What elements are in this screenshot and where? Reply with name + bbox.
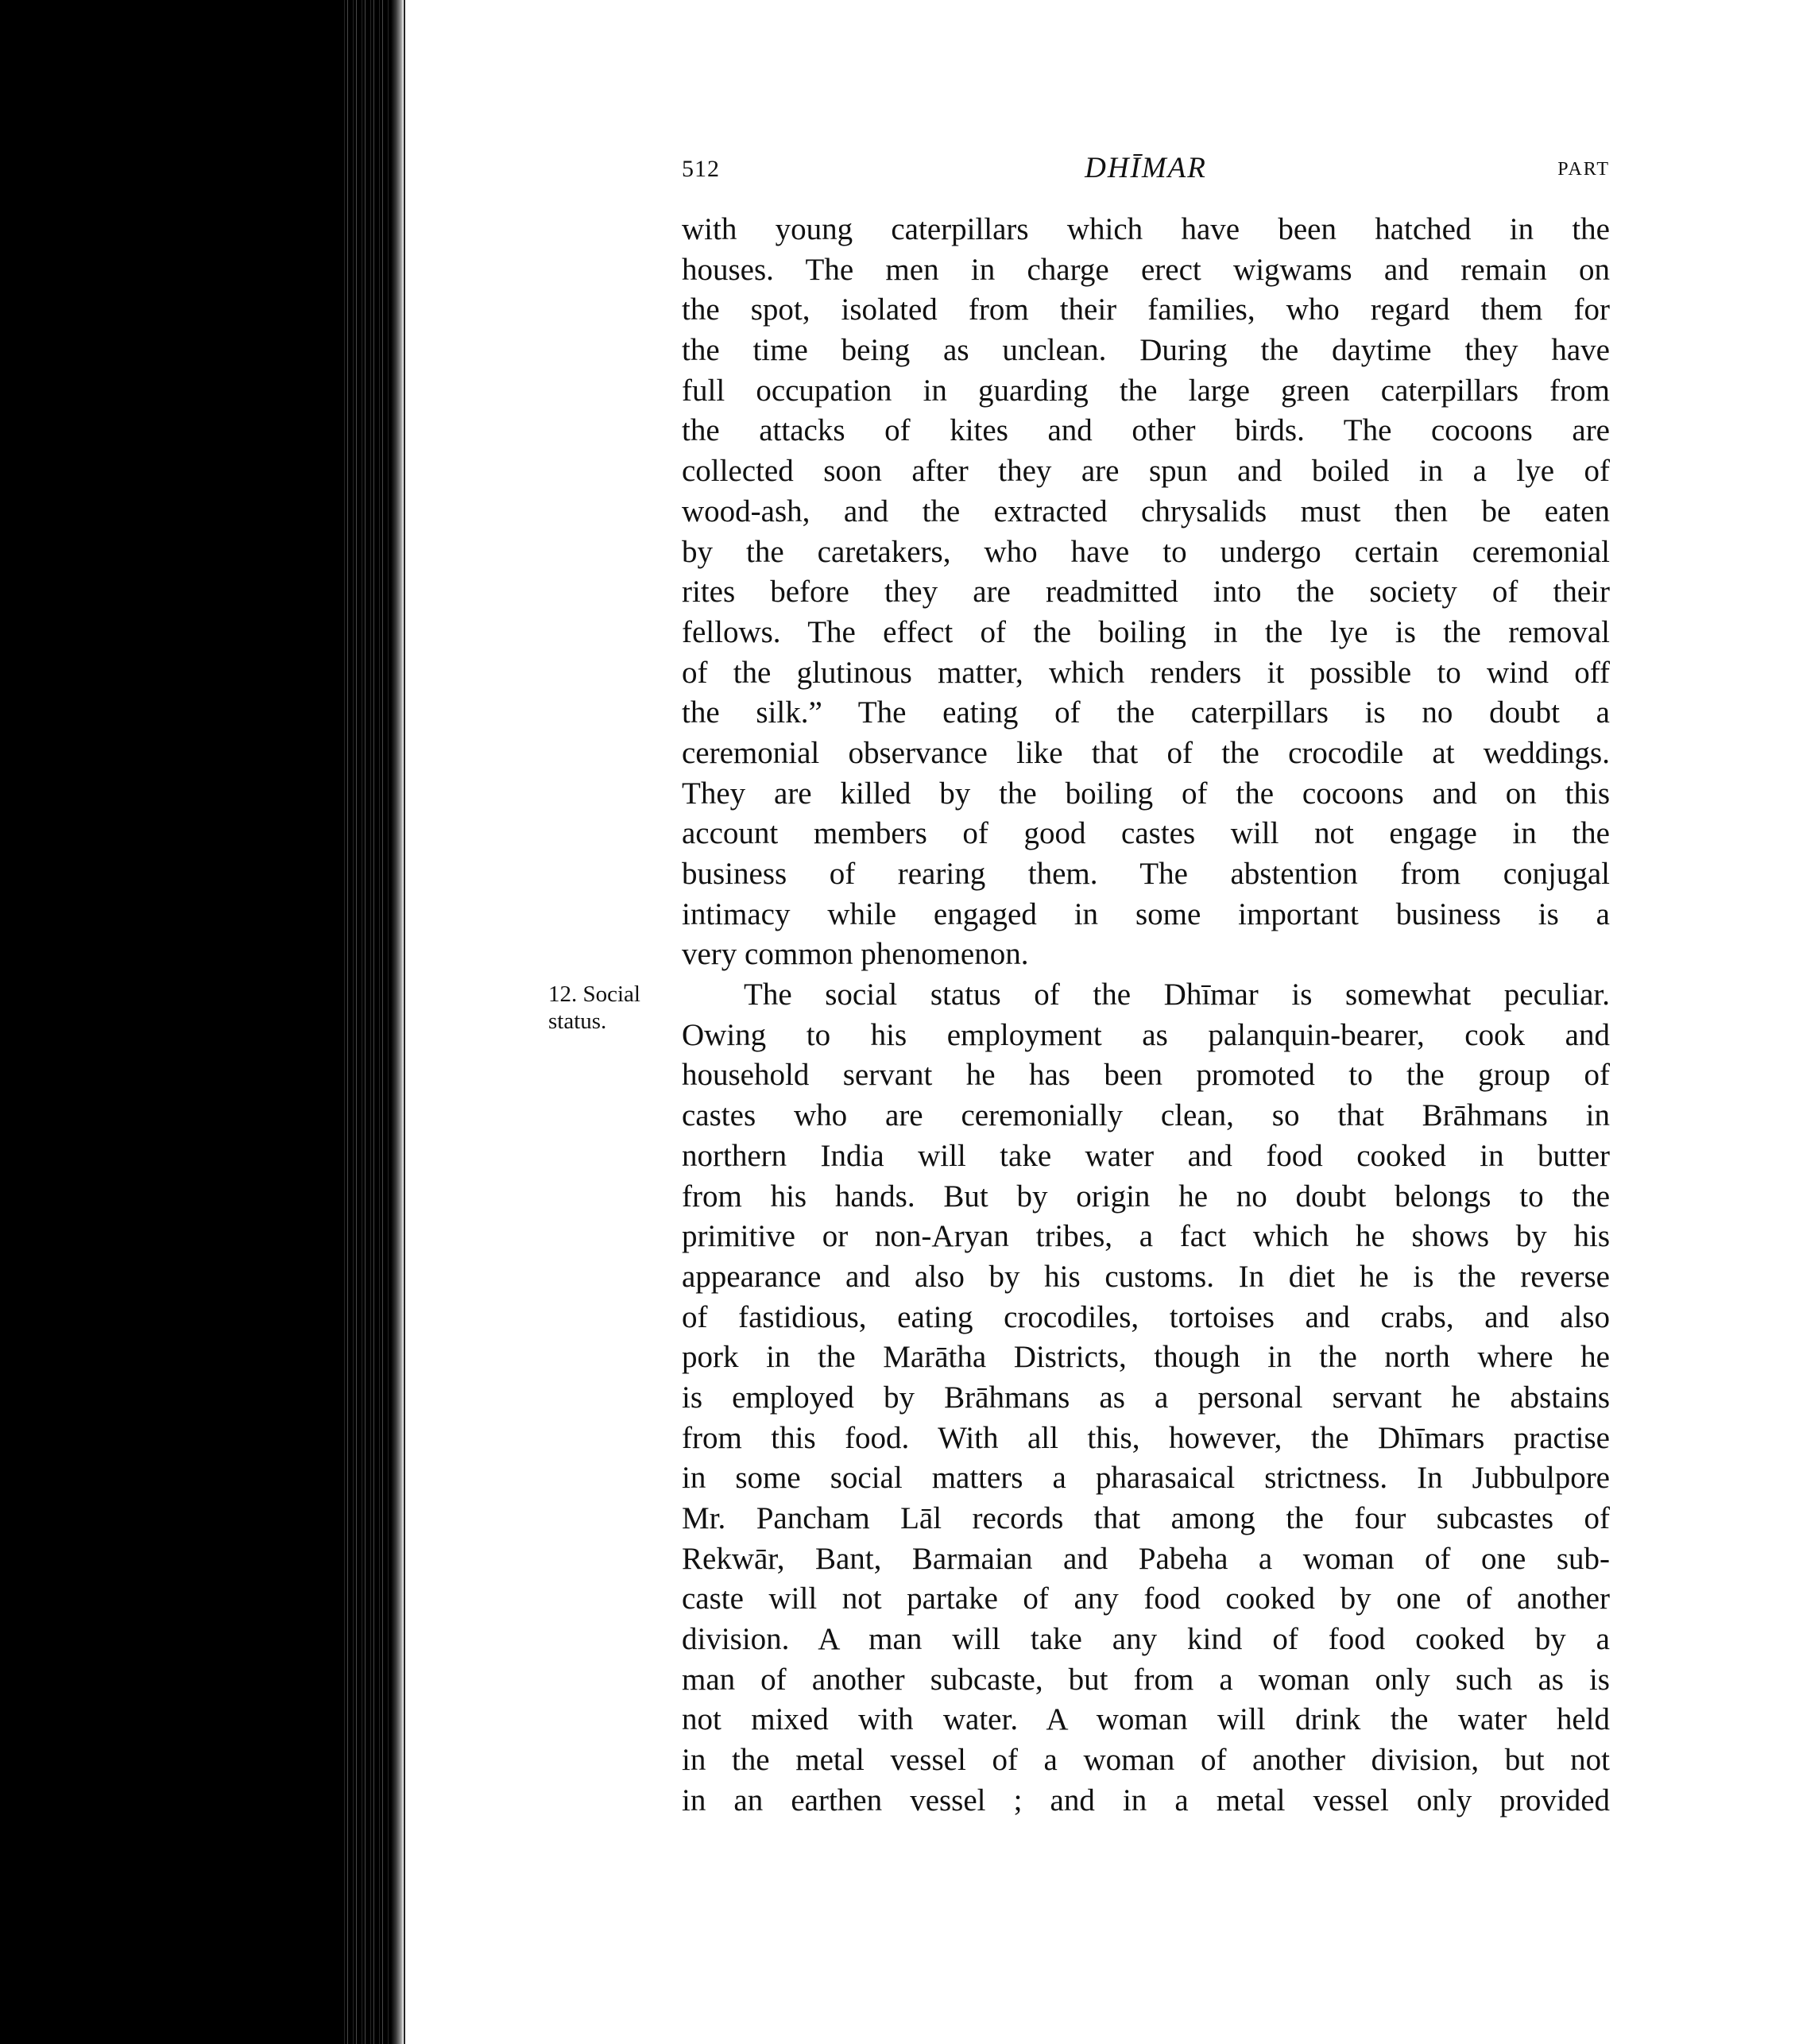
text-line: Owing to his employment as palanquin-bearer, cook and: [682, 1017, 1610, 1052]
text-line: in the metal vessel of a woman of another division, but not: [682, 1743, 1610, 1778]
text-line: full occupation in guarding the large green caterpillars from: [682, 373, 1610, 408]
text-line: appearance and also by his customs. In diet he is the reverse: [682, 1259, 1610, 1294]
text-line: ceremonial observance like that of the crocodile at weddings.: [682, 735, 1610, 770]
text-line: fellows. The effect of the boiling in the lye is the removal: [682, 614, 1610, 649]
text-line: the attacks of kites and other birds. The cocoons are: [682, 413, 1610, 448]
text-line: the silk.” The eating of the caterpillars is no doubt a: [682, 695, 1610, 730]
text-line: They are killed by the boiling of the cocoons and on this: [682, 776, 1610, 811]
text-line: intimacy while engaged in some important business is a: [682, 896, 1610, 931]
text-line: castes who are ceremonially clean, so that Brāhmans in: [682, 1098, 1610, 1133]
text-line: of fastidious, eating crocodiles, tortoises and crabs, and also: [682, 1299, 1610, 1334]
margin-note: [548, 981, 640, 1035]
page-number: 512: [682, 156, 720, 182]
page-header: [682, 152, 1610, 188]
text-line: division. A man will take any kind of food cooked by a: [682, 1622, 1610, 1657]
text-line: collected soon after they are spun and boiled in a lye of: [682, 454, 1610, 489]
text-line: caste will not partake of any food cooked by one of another: [682, 1581, 1610, 1616]
scan-binding-edge: [391, 0, 404, 2044]
text-line: The social status of the Dhīmar is somewhat peculiar.: [744, 977, 1610, 1012]
paragraph-caterpillars: [682, 210, 1610, 975]
text-line: of the glutinous matter, which renders it possible to wind off: [682, 655, 1610, 690]
text-line: rites before they are readmitted into the society of their: [682, 575, 1610, 610]
text-line: in some social matters a pharasaical strictness. In Jubbulpore: [682, 1461, 1610, 1496]
text-line: Mr. Pancham Lāl records that among the four subcastes of: [682, 1501, 1610, 1535]
paragraph-social-status: [682, 975, 1610, 1821]
margin-note-line: 12. Social: [548, 981, 640, 1007]
text-line: is employed by Brāhmans as a personal servant he abstains: [682, 1380, 1610, 1415]
text-line: in an earthen vessel ; and in a metal vessel only provided: [682, 1783, 1610, 1818]
text-line: northern India will take water and food cooked in butter: [682, 1138, 1610, 1173]
part-label: PART: [1557, 159, 1610, 180]
text-line: from his hands. But by origin he no doubt belongs to the: [682, 1179, 1610, 1214]
body-text: [682, 210, 1610, 1821]
text-line: the spot, isolated from their families, who regard them for: [682, 292, 1610, 327]
text-line: houses. The men in charge erect wigwams and remain on: [682, 252, 1610, 287]
margin-note-line: status.: [548, 1008, 607, 1034]
text-line: man of another subcaste, but from a woman only such as is: [682, 1662, 1610, 1697]
text-line: by the caretakers, who have to undergo certain ceremonial: [682, 534, 1610, 569]
text-line: primitive or non-Aryan tribes, a fact which he shows by his: [682, 1219, 1610, 1254]
text-line: not mixed with water. A woman will drink the water held: [682, 1702, 1610, 1737]
text-line: household servant he has been promoted to the group of: [682, 1058, 1610, 1093]
text-line: pork in the Marātha Districts, though in the north where he: [682, 1340, 1610, 1375]
text-line: Rekwār, Bant, Barmaian and Pabeha a woman of one sub-: [682, 1541, 1610, 1576]
text-line: from this food. With all this, however, the Dhīmars practise: [682, 1420, 1610, 1455]
text-line: the time being as unclean. During the daytime they have: [682, 333, 1610, 368]
text-line: very common phenomenon.: [682, 937, 1029, 972]
running-title: DHĪMAR: [1085, 152, 1207, 184]
text-line: account members of good castes will not engage in the: [682, 816, 1610, 851]
text-line: with young caterpillars which have been hatched in the: [682, 212, 1610, 246]
text-line: wood-ash, and the extracted chrysalids must then be eaten: [682, 494, 1610, 528]
text-line: business of rearing them. The abstention from conjugal: [682, 857, 1610, 891]
